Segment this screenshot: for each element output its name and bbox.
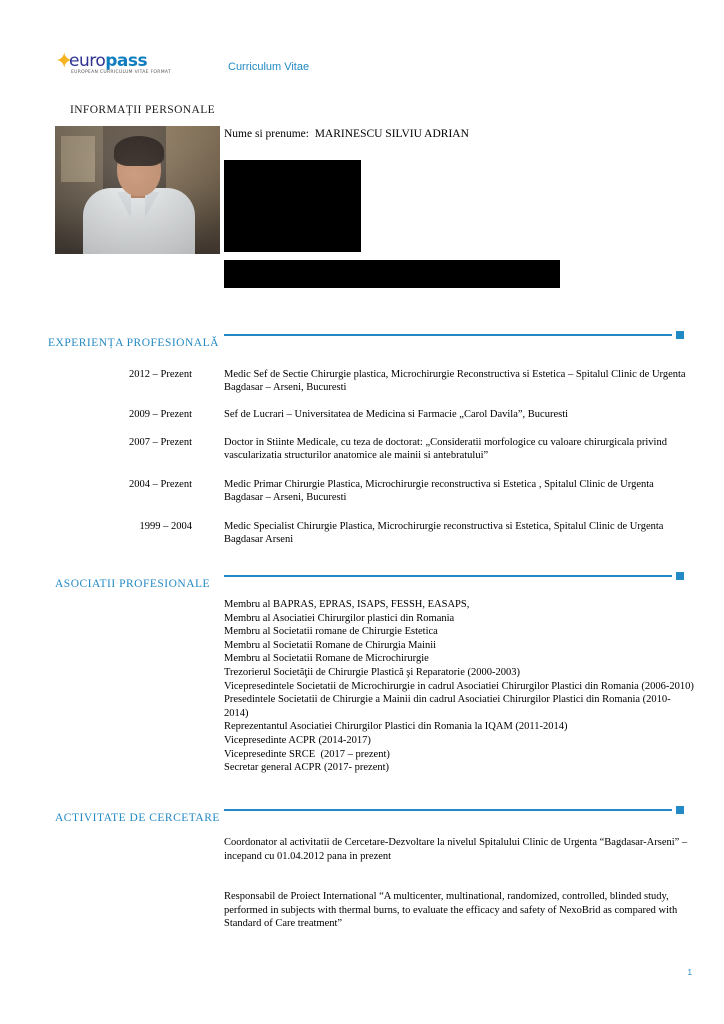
list-item: Membru al Societatii romane de Chirurgie Estetica [224, 626, 438, 638]
redaction-block-secondary [224, 260, 560, 288]
section-heading-research: ACTIVITATE DE CERCETARE [55, 812, 220, 824]
section-rule-experience [224, 334, 672, 336]
logo-subtitle: EUROPEAN CURRICULUM VITAE FORMAT [71, 70, 171, 75]
section-rule-associations [224, 575, 672, 577]
experience-text: Medic Primar Chirurgie Plastica, Microchirurgie reconstructiva si Estetica , Spitalul Clinic de Urgenta Bagdasar – Arseni, Bucuresti [224, 479, 654, 503]
person-name-line [224, 128, 469, 140]
experience-date: 2012 – Prezent [129, 369, 192, 380]
section-heading-associations: ASOCIATII PROFESIONALE [55, 578, 211, 590]
page-number: 1 [687, 968, 692, 977]
star-icon: ✦ [55, 48, 74, 73]
name-value: MARINESCU SILVIU ADRIAN [314, 128, 469, 140]
list-item: Trezorierul Societăţii de Chirurgie Plastică şi Reparatorie (2000-2003) [224, 666, 520, 678]
logo-wordmark [69, 51, 147, 71]
section-heading-experience: EXPERIENȚA PROFESIONALĂ [48, 337, 219, 349]
redaction-block-primary [224, 160, 361, 252]
associations-list [224, 598, 694, 775]
experience-text: Medic Specialist Chirurgie Plastica, Microchirurgie reconstructiva si Estetica, Spitalul Clinic de Urgenta Bagdasar Arseni [224, 521, 664, 545]
europass-logo [55, 46, 175, 80]
experience-date: 1999 – 2004 [139, 521, 192, 532]
experience-date: 2009 – Prezent [129, 409, 192, 420]
section-heading-personal: INFORMAȚII PERSONALE [70, 104, 216, 116]
list-item: Membru al Societatii Romane de Microchirurgie [224, 653, 429, 665]
list-item: Membru al BAPRAS, EPRAS, ISAPS, FESSH, EASAPS, [224, 599, 470, 610]
research-paragraph: Coordonator al activitatii de Cercetare-Dezvoltare la nivelul Spitalului Clinic de Urgenta “Bagdasar-Arseni” – incepand cu 01.04.2012 pana in prezent [224, 837, 688, 862]
section-rule-cap-research [676, 806, 684, 814]
section-rule-cap-associations [676, 572, 684, 580]
section-rule-cap-experience [676, 331, 684, 339]
list-item: Vicepresedinte SRCE (2017 – prezent) [224, 748, 390, 760]
logo-pass-text: pass [105, 51, 148, 71]
list-item: Vicepresedinte ACPR (2014-2017) [224, 734, 371, 746]
document-header [0, 0, 724, 100]
photo-shading [55, 126, 220, 254]
list-item: Membru al Societatii Romane de Chirurgia Mainii [224, 639, 437, 651]
experience-text: Medic Sef de Sectie Chirurgie plastica, Microchirurgie Reconstructiva si Estetica – Spitalul Clinic de Urgenta Bagdasar – Arseni, Bucuresti [224, 369, 686, 393]
experience-date: 2007 – Prezent [129, 437, 192, 448]
list-item: Secretar general ACPR (2017- prezent) [224, 762, 390, 774]
experience-text: Sef de Lucrari – Universitatea de Medicina si Farmacie „Carol Davila”, Bucuresti [224, 409, 569, 420]
logo-euro-text: euro [69, 51, 106, 71]
experience-date: 2004 – Prezent [129, 479, 192, 490]
profile-photo [55, 126, 220, 254]
list-item: Presedintele Societatii de Chirurgie a Mainii din cadrul Asociatiei Chirurgilor Plastici din Romania (2010-2014) [224, 694, 671, 719]
document-title: Curriculum Vitae [228, 61, 310, 73]
name-label: Nume si prenume: [224, 128, 309, 140]
list-item: Membru al Asociatiei Chirurgilor plastici din Romania [224, 612, 455, 624]
research-paragraph: Responsabil de Proiect International “A multicenter, multinational, randomized, controlled, blinded study, performed in subjects with thermal burns, to evaluate the efficacy and safety of NexoBrid as compared with Standard of Care treatment” [224, 891, 678, 930]
section-rule-research [224, 809, 672, 811]
list-item: Vicepresedintele Societatii de Microchirurgie in cadrul Asociatiei Chirurgilor Plastici din Romania (2006-2010) [224, 680, 694, 692]
list-item: Reprezentantul Asociatiei Chirurgilor Plastici din Romania la IQAM (2011-2014) [224, 721, 568, 733]
experience-text: Doctor in Stiinte Medicale, cu teza de doctorat: „Consideratii morfologice cu valoare chirurgicala privind vascularizatia structurilor anatomice ale mainii si antebratului” [224, 437, 667, 461]
